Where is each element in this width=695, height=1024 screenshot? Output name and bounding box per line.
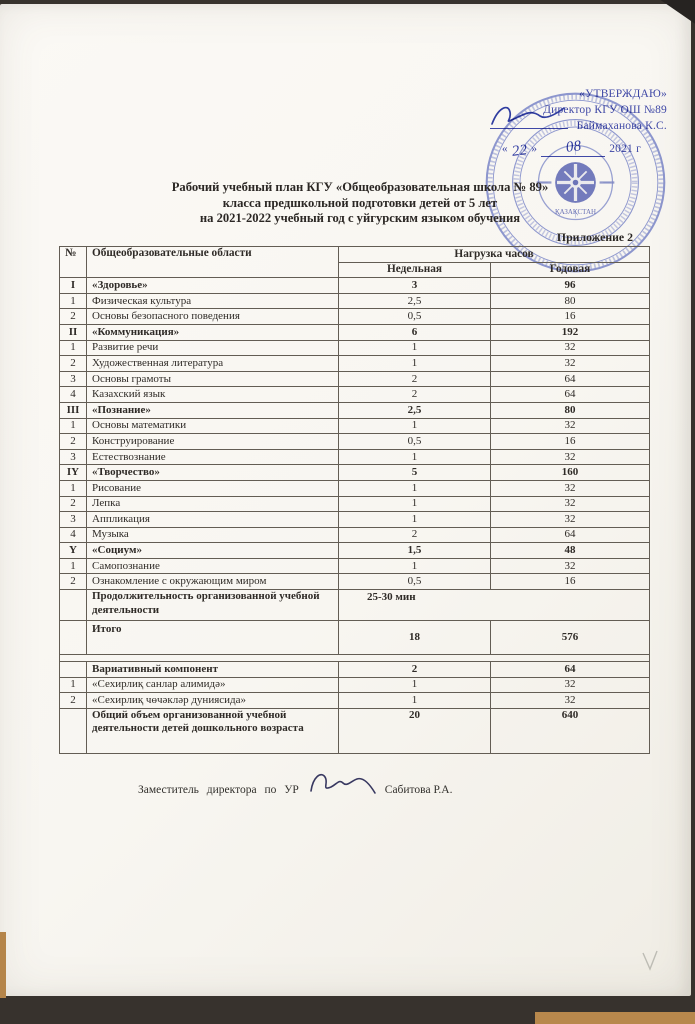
table-row bbox=[60, 324, 650, 340]
table-cell: 32 bbox=[491, 340, 650, 356]
table-cell: Продолжительность организованной учебной деятельности bbox=[87, 590, 339, 621]
table-cell: 4 bbox=[60, 387, 87, 403]
table-row bbox=[60, 512, 650, 528]
table-cell: 3 bbox=[60, 371, 87, 387]
table-cell: 80 bbox=[491, 293, 650, 309]
table-row bbox=[60, 371, 650, 387]
table-cell: 64 bbox=[491, 387, 650, 403]
table-row bbox=[60, 402, 650, 418]
table-cell: 1 bbox=[60, 418, 87, 434]
table-cell: «Сехирлиқ чөчәкләр дуниясида» bbox=[87, 693, 339, 709]
table-cell: Физическая культура bbox=[87, 293, 339, 309]
table-cell: 2 bbox=[60, 496, 87, 512]
table-cell: 2 bbox=[339, 527, 491, 543]
table-cell bbox=[60, 655, 650, 662]
table-cell: Казахский язык bbox=[87, 387, 339, 403]
photo-edge-bottom-tan bbox=[535, 1012, 695, 1024]
photo-edge-left-tan bbox=[0, 932, 6, 998]
table-row bbox=[60, 278, 650, 294]
approval-block bbox=[367, 86, 667, 160]
table-cell: Y bbox=[60, 543, 87, 559]
approval-year: 2021 г bbox=[609, 143, 641, 155]
table-row bbox=[60, 449, 650, 465]
signature-underline bbox=[490, 118, 568, 129]
table-cell: 1 bbox=[60, 480, 87, 496]
table-cell: «Сехирлиқ санлар алимидә» bbox=[87, 677, 339, 693]
table-cell: 3 bbox=[60, 449, 87, 465]
date-month-underline bbox=[541, 140, 605, 157]
table-cell: 32 bbox=[491, 418, 650, 434]
table-cell: 2,5 bbox=[339, 402, 491, 418]
table-cell: 1 bbox=[339, 340, 491, 356]
table-cell: 32 bbox=[491, 480, 650, 496]
table-cell: I bbox=[60, 278, 87, 294]
table-cell bbox=[60, 662, 87, 678]
table-cell: 1 bbox=[339, 449, 491, 465]
header-yearly: Годовая bbox=[491, 262, 650, 278]
paper-sheet bbox=[0, 4, 691, 996]
table-cell: Конструирование bbox=[87, 434, 339, 450]
table-cell: Основы грамоты bbox=[87, 371, 339, 387]
table-cell: Основы математики bbox=[87, 418, 339, 434]
table-cell: 1 bbox=[60, 558, 87, 574]
annex-label: Приложение 2 bbox=[556, 230, 633, 244]
header-area: Общеобразовательные области bbox=[87, 247, 339, 278]
table-cell: 0,5 bbox=[339, 574, 491, 590]
date-quote-close: » bbox=[531, 143, 538, 155]
table-cell: 2 bbox=[339, 387, 491, 403]
approval-name-line bbox=[367, 118, 667, 134]
table-row bbox=[60, 293, 650, 309]
table-cell: 80 bbox=[491, 402, 650, 418]
footer-signature-line bbox=[138, 769, 452, 799]
handwritten-day: 22 bbox=[510, 142, 529, 160]
table-cell bbox=[60, 621, 87, 655]
approval-director-name: Баймаханова К.С. bbox=[576, 120, 667, 132]
title-line-2: класса предшкольной подготовки детей от 5 лет bbox=[222, 195, 498, 210]
table-row bbox=[60, 677, 650, 693]
table-cell: Естествознание bbox=[87, 449, 339, 465]
table-row bbox=[60, 480, 650, 496]
table-row bbox=[60, 558, 650, 574]
table-cell: 32 bbox=[491, 512, 650, 528]
table-cell: 1 bbox=[339, 512, 491, 528]
table-row bbox=[60, 543, 650, 559]
title-line-3: на 2021-2022 учебный год с уйгурским языком обучения bbox=[199, 211, 521, 226]
table-cell: 2 bbox=[60, 434, 87, 450]
table-cell: 20 bbox=[339, 708, 491, 753]
table-cell: 1 bbox=[60, 293, 87, 309]
table-cell: 1 bbox=[339, 496, 491, 512]
table-row bbox=[60, 340, 650, 356]
table-row bbox=[60, 356, 650, 372]
table-row bbox=[60, 708, 650, 753]
table-cell: 3 bbox=[339, 278, 491, 294]
approval-heading: «УТВЕРЖДАЮ» bbox=[579, 88, 667, 100]
table-cell: 4 bbox=[60, 527, 87, 543]
table-cell: 32 bbox=[491, 356, 650, 372]
table-cell: 32 bbox=[491, 693, 650, 709]
table-row bbox=[60, 527, 650, 543]
table-row bbox=[60, 418, 650, 434]
table-cell: Аппликация bbox=[87, 512, 339, 528]
table-cell: III bbox=[60, 402, 87, 418]
table-row bbox=[60, 434, 650, 450]
table-cell: 25-30 мин bbox=[339, 590, 650, 621]
table-cell: 48 bbox=[491, 543, 650, 559]
table-cell: 32 bbox=[491, 449, 650, 465]
table-cell: «Творчество» bbox=[87, 465, 339, 481]
table-cell: 1 bbox=[60, 340, 87, 356]
table-cell: 6 bbox=[339, 324, 491, 340]
header-num: № bbox=[60, 247, 87, 278]
date-quote-open: « bbox=[501, 143, 508, 155]
table-row bbox=[60, 496, 650, 512]
table-cell: Основы безопасного поведения bbox=[87, 309, 339, 325]
table-cell: 16 bbox=[491, 309, 650, 325]
table-cell: Вариативный компонент bbox=[87, 662, 339, 678]
table-cell: 16 bbox=[491, 574, 650, 590]
document-title bbox=[60, 180, 660, 227]
plan-table-body bbox=[60, 278, 650, 754]
header-load: Нагрузка часов bbox=[339, 247, 650, 263]
table-cell: 0,5 bbox=[339, 434, 491, 450]
table-cell: Общий объем организованной учебной деятельности детей дошкольного возраста bbox=[87, 708, 339, 753]
table-cell: 1 bbox=[339, 480, 491, 496]
table-cell: 64 bbox=[491, 371, 650, 387]
table-row bbox=[60, 574, 650, 590]
table-row bbox=[60, 621, 650, 655]
table-cell: 64 bbox=[491, 662, 650, 678]
table-cell: 2,5 bbox=[339, 293, 491, 309]
pencil-checkmark bbox=[640, 950, 660, 972]
table-cell: Самопознание bbox=[87, 558, 339, 574]
table-cell: 32 bbox=[491, 496, 650, 512]
table-cell: Музыка bbox=[87, 527, 339, 543]
table-cell: 96 bbox=[491, 278, 650, 294]
table-cell bbox=[60, 708, 87, 753]
table-cell: «Познание» bbox=[87, 402, 339, 418]
director-signature bbox=[486, 102, 568, 128]
table-cell: «Здоровье» bbox=[87, 278, 339, 294]
table-cell: 2 bbox=[60, 693, 87, 709]
table-cell: 2 bbox=[60, 574, 87, 590]
approval-date-line bbox=[367, 138, 667, 160]
title-line-1: Рабочий учебный план КГУ «Общеобразовательная школа № 89» bbox=[171, 180, 549, 194]
table-cell: Рисование bbox=[87, 480, 339, 496]
table-cell: 160 bbox=[491, 465, 650, 481]
table-row bbox=[60, 387, 650, 403]
table-row bbox=[60, 662, 650, 678]
handwritten-month: 08 bbox=[564, 138, 582, 156]
table-cell: Ознакомление с окружающим миром bbox=[87, 574, 339, 590]
table-row bbox=[60, 655, 650, 662]
table-cell: «Коммуникация» bbox=[87, 324, 339, 340]
table-row bbox=[60, 590, 650, 621]
table-cell: 0,5 bbox=[339, 309, 491, 325]
table-cell: 1 bbox=[339, 677, 491, 693]
table-cell: 64 bbox=[491, 527, 650, 543]
table-cell: 640 bbox=[491, 708, 650, 753]
table-cell: 1 bbox=[60, 677, 87, 693]
table-header bbox=[60, 247, 650, 278]
table-cell bbox=[60, 590, 87, 621]
table-row bbox=[60, 309, 650, 325]
stamp-country-text: ҚАЗАҚСТАН bbox=[554, 208, 597, 216]
table-cell: 18 bbox=[339, 621, 491, 655]
table-cell: II bbox=[60, 324, 87, 340]
table-cell: 2 bbox=[339, 662, 491, 678]
table-cell: 3 bbox=[60, 512, 87, 528]
footer-name: Сабитова Р.А. bbox=[384, 784, 453, 796]
table-cell: 192 bbox=[491, 324, 650, 340]
approval-director-line: Директор КГУ ОШ №89 bbox=[543, 104, 667, 116]
table-cell: 1,5 bbox=[339, 543, 491, 559]
table-cell: Итого bbox=[87, 621, 339, 655]
curriculum-table bbox=[59, 246, 650, 754]
table-row bbox=[60, 693, 650, 709]
table-cell: Развитие речи bbox=[87, 340, 339, 356]
deputy-signature bbox=[305, 769, 379, 799]
table-cell: 5 bbox=[339, 465, 491, 481]
table-cell: Лепка bbox=[87, 496, 339, 512]
table-cell: 576 bbox=[491, 621, 650, 655]
table-cell: IY bbox=[60, 465, 87, 481]
header-weekly: Недельная bbox=[339, 262, 491, 278]
table-cell: 1 bbox=[339, 418, 491, 434]
table-cell: 2 bbox=[60, 356, 87, 372]
footer-position: Заместитель директора по УР bbox=[138, 784, 299, 796]
table-cell: 1 bbox=[339, 558, 491, 574]
table-row bbox=[60, 465, 650, 481]
table-cell: 1 bbox=[339, 693, 491, 709]
table-cell: Художественная литература bbox=[87, 356, 339, 372]
table-cell: «Социум» bbox=[87, 543, 339, 559]
table-cell: 2 bbox=[60, 309, 87, 325]
table-cell: 32 bbox=[491, 677, 650, 693]
table-cell: 16 bbox=[491, 434, 650, 450]
table-cell: 32 bbox=[491, 558, 650, 574]
table-cell: 1 bbox=[339, 356, 491, 372]
table-cell: 2 bbox=[339, 371, 491, 387]
